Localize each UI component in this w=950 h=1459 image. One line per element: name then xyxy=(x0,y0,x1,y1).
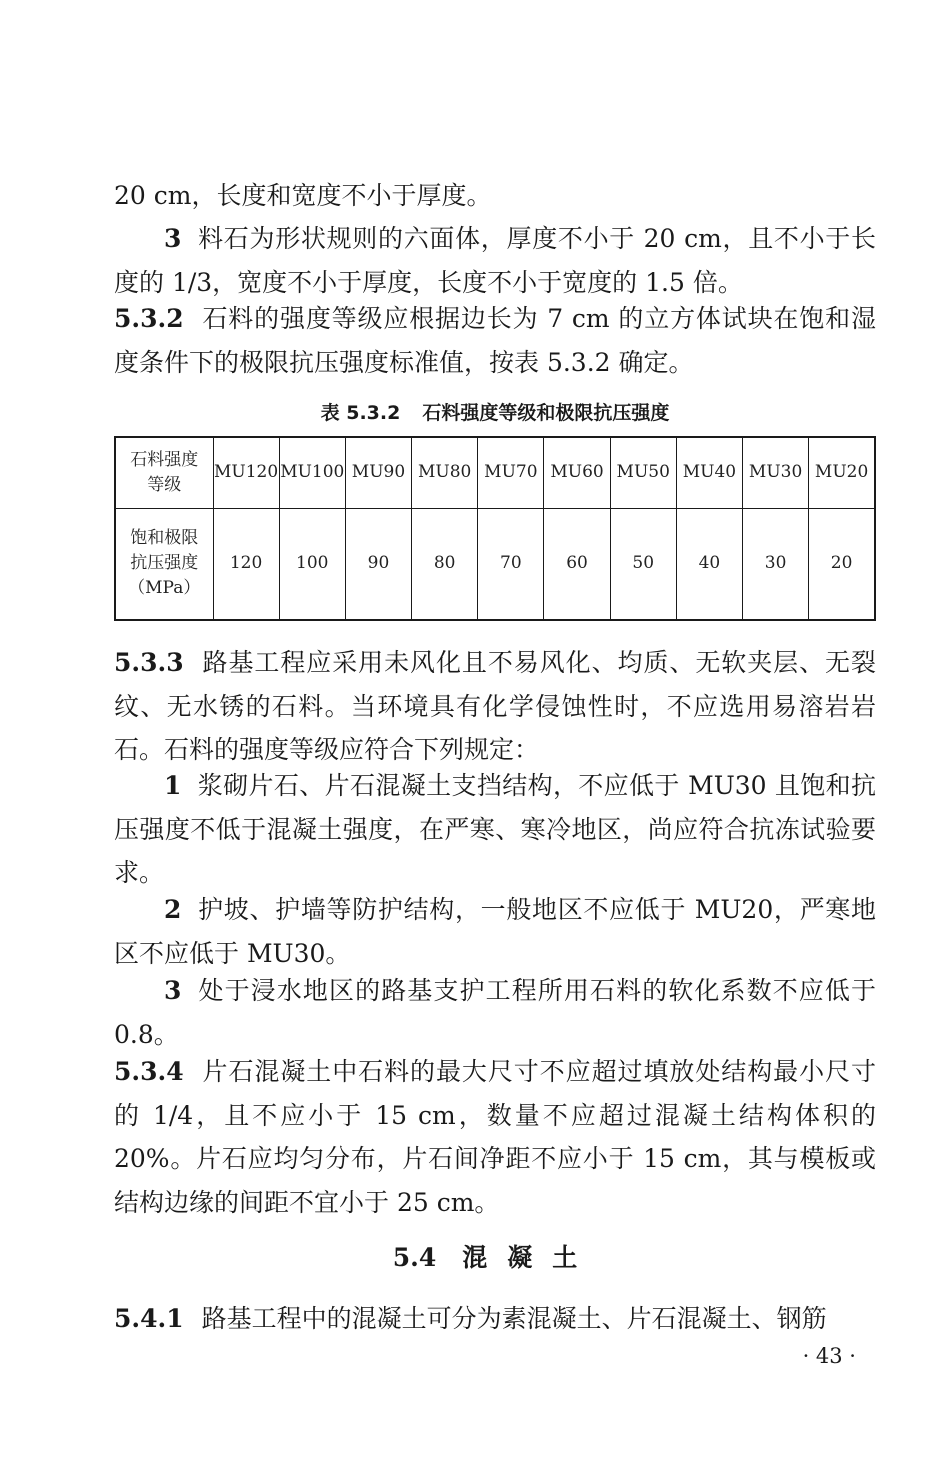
clause-5-3-3-item-3 xyxy=(114,969,876,1056)
strength-cell: 50 xyxy=(610,508,676,620)
item-text: 护坡、护墙等防护结构，一般地区不应低于 MU20，严寒地区不应低于 MU30。 xyxy=(114,895,876,968)
clause-5-3-1-item-3 xyxy=(114,217,876,304)
clause-5-4-1 xyxy=(114,1297,876,1341)
grade-cell: MU120 xyxy=(213,437,279,508)
grade-row-header xyxy=(115,437,213,508)
strength-cell: 80 xyxy=(412,508,478,620)
clause-number: 5.3.2 xyxy=(114,304,184,333)
item-text: 料石为形状规则的六面体，厚度不小于 20 cm，且不小于长度的 1/3，宽度不小于厚度，长度不小于宽度的 1.5 倍。 xyxy=(114,224,876,297)
clause-number: 5.3.3 xyxy=(114,648,184,677)
grade-row xyxy=(115,437,875,508)
grade-cell: MU70 xyxy=(478,437,544,508)
grade-cell: MU40 xyxy=(676,437,742,508)
header-line: 饱和极限 xyxy=(130,528,199,549)
clause-5-3-3-item-2 xyxy=(114,888,876,975)
table-caption xyxy=(114,398,876,425)
strength-cell: 120 xyxy=(213,508,279,620)
grade-cell: MU30 xyxy=(743,437,809,508)
clause-5-3-2 xyxy=(114,297,876,384)
paragraph-text: 20 cm，长度和宽度不小于厚度。 xyxy=(114,181,492,210)
clause-number: 5.3.4 xyxy=(114,1057,184,1086)
item-number: 3 xyxy=(164,976,182,1005)
strength-cell: 90 xyxy=(345,508,411,620)
clause-5-3-3 xyxy=(114,641,876,772)
strength-row-header xyxy=(115,508,213,620)
item-text: 浆砌片石、片石混凝土支挡结构，不应低于 MU30 且饱和抗压强度不低于混凝土强度，在严寒、寒冷地区，尚应符合抗冻试验要求。 xyxy=(114,771,876,887)
grade-cell: MU20 xyxy=(809,437,875,508)
clause-text: 路基工程应采用未风化且不易风化、均质、无软夹层、无裂纹、无水锈的石料。当环境具有化学侵蚀性时，不应选用易溶岩岩石。石料的强度等级应符合下列规定： xyxy=(114,648,876,764)
strength-row xyxy=(115,508,875,620)
item-number: 3 xyxy=(164,224,182,253)
strength-cell: 60 xyxy=(544,508,610,620)
item-text: 处于浸水地区的路基支护工程所用石料的软化系数不应低于 0.8。 xyxy=(114,976,876,1049)
grade-cell: MU90 xyxy=(345,437,411,508)
clause-text: 石料的强度等级应根据边长为 7 cm 的立方体试块在饱和湿度条件下的极限抗压强度标准值，按表 5.3.2 确定。 xyxy=(114,304,876,377)
grade-cell: MU60 xyxy=(544,437,610,508)
section-heading xyxy=(114,1238,876,1278)
clause-text: 路基工程中的混凝土可分为素混凝土、片石混凝土、钢筋 xyxy=(201,1304,827,1333)
strength-cell: 100 xyxy=(279,508,345,620)
header-line: 石料强度 xyxy=(130,449,199,470)
header-line: 抗压强度 xyxy=(130,553,199,574)
header-line: （MPa） xyxy=(128,578,201,599)
paragraph-continuation xyxy=(114,174,876,218)
clause-5-3-3-item-1 xyxy=(114,764,876,895)
strength-cell: 40 xyxy=(676,508,742,620)
strength-grade-table xyxy=(114,436,876,621)
item-number: 2 xyxy=(164,895,182,924)
table-caption-title: 石料强度等级和极限抗压强度 xyxy=(422,402,670,424)
page-number: · 43 · xyxy=(802,1344,856,1368)
header-line: 等级 xyxy=(147,474,182,495)
table-caption-number: 表 5.3.2 xyxy=(320,402,401,424)
section-number: 5.4 xyxy=(392,1243,437,1272)
section-title: 混凝土 xyxy=(462,1243,598,1272)
item-number: 1 xyxy=(164,771,182,800)
clause-5-3-4 xyxy=(114,1050,876,1224)
clause-text: 片石混凝土中石料的最大尺寸不应超过填放处结构最小尺寸的 1/4，且不应小于 15 cm，数量不应超过混凝土结构体积的 20%。片石应均匀分布，片石间净距不应小于 15 cm，其与模板或结构边缘的间距不宜小于 25 cm。 xyxy=(114,1057,876,1217)
clause-number: 5.4.1 xyxy=(114,1304,184,1333)
grade-cell: MU50 xyxy=(610,437,676,508)
strength-cell: 30 xyxy=(743,508,809,620)
grade-cell: MU100 xyxy=(279,437,345,508)
strength-cell: 20 xyxy=(809,508,875,620)
grade-cell: MU80 xyxy=(412,437,478,508)
strength-cell: 70 xyxy=(478,508,544,620)
